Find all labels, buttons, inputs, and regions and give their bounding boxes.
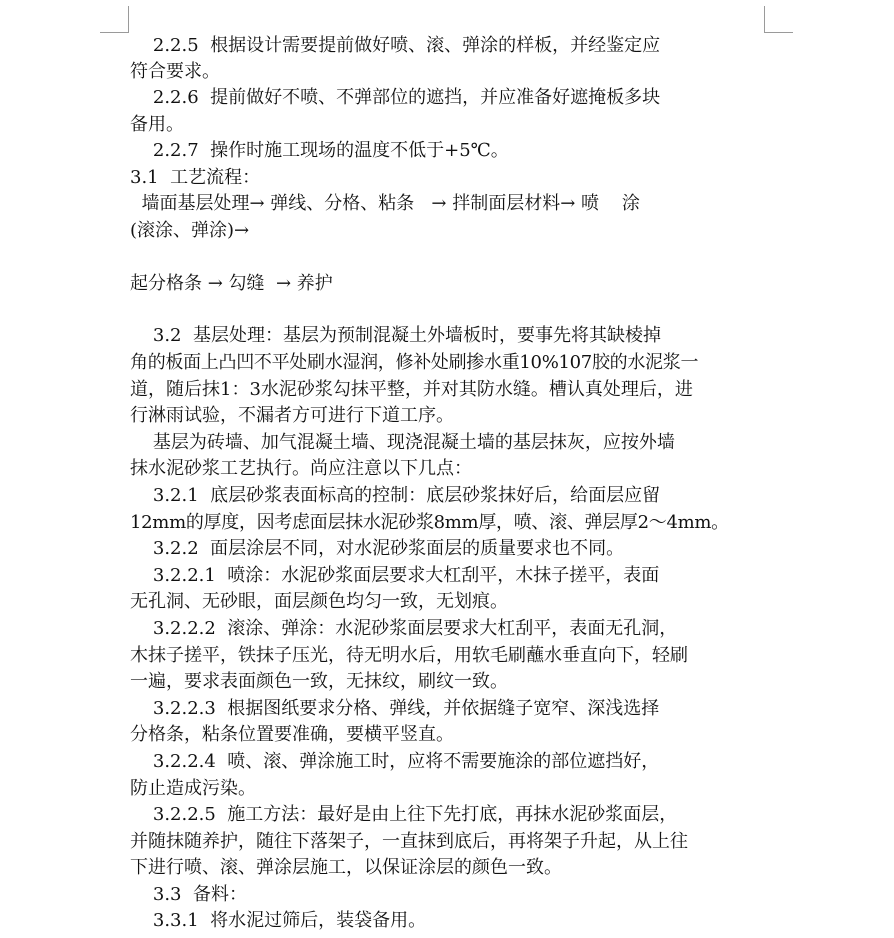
text-line: 3.2.2 面层涂层不同，对水泥砂浆面层的质量要求也不同。 — [130, 538, 625, 559]
text-line: 3.2.2.1 喷涂：水泥砂浆面层要求大杠刮平，木抹子搓平，表面 — [130, 565, 660, 586]
text-line: 基层为砖墙、加气混凝土墙、现浇混凝土墙的基层抹灰，应按外墙 — [130, 432, 675, 453]
text-line: 备用。 — [130, 114, 184, 135]
text-line: 3.3.1 将水泥过筛后，装袋备用。 — [130, 910, 427, 931]
process-flow-line: (滚涂、弹涂)→ — [130, 220, 250, 241]
text-line: 2.2.5 根据设计需要提前做好喷、滚、弹涂的样板，并经鉴定应 — [130, 35, 661, 56]
text-line: 2.2.6 提前做好不喷、不弹部位的遮挡，并应准备好遮掩板多块 — [130, 87, 661, 108]
text-line: 3.2.2.5 施工方法：最好是由上往下先打底，再抹水泥砂浆面层， — [130, 804, 678, 825]
text-line: 木抹子搓平，铁抹子压光，待无明水后，用软毛刷蘸水垂直向下，轻刷 — [130, 645, 688, 666]
text-line: 3.2.2.2 滚涂、弹涂：水泥砂浆面层要求大杠刮平，表面无孔洞， — [130, 618, 678, 639]
text-line: 行淋雨试验，不漏者方可进行下道工序。 — [130, 405, 454, 426]
text-line: 3.2 基层处理：基层为预制混凝土外墙板时，要事先将其缺棱掉 — [130, 325, 661, 346]
text-line: 并随抹随养护，随往下落架子，一直抹到底后，再将架子升起，从上往 — [130, 831, 688, 852]
process-flow-line: 墙面基层处理→ 弹线、分格、粘条 → 拌制面层材料→ 喷 涂 — [130, 193, 640, 214]
text-line: 一遍，要求表面颜色一致，无抹纹，刷纹一致。 — [130, 671, 508, 692]
text-line: 道，随后抹1：3水泥砂浆勾抹平整，并对其防水缝。槽认真处理后，进 — [130, 379, 693, 400]
text-line: 抹水泥砂浆工艺执行。尚应注意以下几点： — [130, 458, 472, 479]
text-line: 无孔洞、无砂眼，面层颜色均匀一致，无划痕。 — [130, 591, 508, 612]
text-line: 下进行喷、滚、弹涂层施工，以保证涂层的颜色一致。 — [130, 857, 562, 878]
section-heading: 3.3 备料： — [130, 884, 247, 905]
page-corner-mark-top-right — [764, 6, 793, 33]
page-corner-mark-top-left — [100, 6, 129, 33]
text-line: 分格条，粘条位置要准确，要横平竖直。 — [130, 724, 454, 745]
text-line: 3.2.2.3 根据图纸要求分格、弹线，并依据缝子宽窄、深浅选择 — [130, 698, 660, 719]
text-line: 防止造成污染。 — [130, 778, 256, 799]
section-heading: 3.1 工艺流程： — [130, 167, 261, 188]
text-line: 3.2.2.4 喷、滚、弹涂施工时，应将不需要施涂的部位遮挡好， — [130, 751, 660, 772]
text-line: 角的板面上凸凹不平处刷水湿润，修补处刷掺水重10%107胶的水泥浆一 — [130, 352, 699, 373]
text-line: 符合要求。 — [130, 61, 220, 82]
process-flow-line: 起分格条 → 勾缝 → 养护 — [130, 273, 333, 294]
text-line: 12mm的厚度，因考虑面层抹水泥砂浆8mm厚，喷、滚、弹层厚2～4mm。 — [130, 512, 729, 533]
text-line: 3.2.1 底层砂浆表面标高的控制：底层砂浆抹好后，给面层应留 — [130, 485, 661, 506]
text-line: 2.2.7 操作时施工现场的温度不低于+5℃。 — [130, 140, 509, 161]
